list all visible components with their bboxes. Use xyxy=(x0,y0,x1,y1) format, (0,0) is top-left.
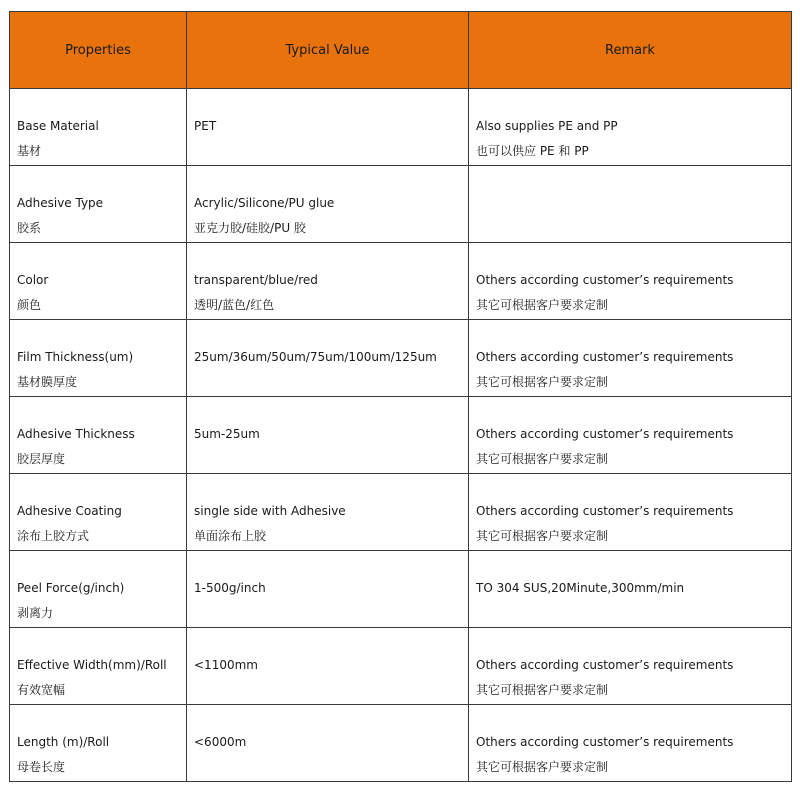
english-text: 1-500g/inch xyxy=(194,581,266,595)
typical-value-cell xyxy=(187,474,469,551)
table-row xyxy=(10,243,792,320)
english-text: <1100mm xyxy=(194,658,258,672)
remark-cell xyxy=(469,243,792,320)
english-text: Others according customer’s requirements xyxy=(476,658,734,672)
typical-value-cell xyxy=(187,705,469,782)
english-text: PET xyxy=(194,119,217,133)
chinese-text: 其它可根据客户要求定制 xyxy=(476,375,609,389)
remark-cell xyxy=(469,551,792,628)
chinese-text: 基材膜厚度 xyxy=(17,375,78,389)
remark-cell xyxy=(469,397,792,474)
english-text: single side with Adhesive xyxy=(194,504,346,518)
chinese-text: 单面涂布上胶 xyxy=(194,529,267,543)
spec-table xyxy=(9,11,792,782)
table-row xyxy=(10,628,792,705)
chinese-text: 其它可根据客户要求定制 xyxy=(476,760,609,774)
header-remark: Remark xyxy=(469,12,792,89)
english-text: 25um/36um/50um/75um/100um/125um xyxy=(194,350,437,364)
table-row xyxy=(10,551,792,628)
english-text: Effective Width(mm)/Roll xyxy=(17,658,167,672)
english-text: Others according customer’s requirements xyxy=(476,735,734,749)
typical-value-cell xyxy=(187,166,469,243)
english-text: Film Thickness(um) xyxy=(17,350,134,364)
typical-value-cell xyxy=(187,551,469,628)
remark-cell xyxy=(469,320,792,397)
english-text: Others according customer’s requirements xyxy=(476,350,734,364)
table-row xyxy=(10,89,792,166)
property-cell xyxy=(10,628,187,705)
chinese-text: 颜色 xyxy=(17,298,42,312)
english-text: Also supplies PE and PP xyxy=(476,119,618,133)
remark-cell xyxy=(469,628,792,705)
typical-value-cell xyxy=(187,89,469,166)
property-cell xyxy=(10,474,187,551)
english-text: Adhesive Type xyxy=(17,196,104,210)
table-body xyxy=(10,89,792,782)
chinese-text: 亚克力胶/硅胶/PU 胶 xyxy=(194,221,306,235)
property-cell xyxy=(10,551,187,628)
english-text: Color xyxy=(17,273,49,287)
chinese-text: 其它可根据客户要求定制 xyxy=(476,298,609,312)
english-text: Adhesive Coating xyxy=(17,504,122,518)
typical-value-cell xyxy=(187,243,469,320)
english-text: Base Material xyxy=(17,119,99,133)
english-text: TO 304 SUS,20Minute,300mm/min xyxy=(476,581,685,595)
english-text: Peel Force(g/inch) xyxy=(17,581,125,595)
english-text: <6000m xyxy=(194,735,247,749)
chinese-text: 其它可根据客户要求定制 xyxy=(476,529,609,543)
english-text: Length (m)/Roll xyxy=(17,735,110,749)
typical-value-cell xyxy=(187,628,469,705)
table-row xyxy=(10,397,792,474)
remark-cell xyxy=(469,166,792,243)
chinese-text: 其它可根据客户要求定制 xyxy=(476,683,609,697)
property-cell xyxy=(10,166,187,243)
typical-value-cell xyxy=(187,397,469,474)
chinese-text: 涂布上胶方式 xyxy=(17,529,90,543)
chinese-text: 剥离力 xyxy=(17,606,54,620)
property-cell xyxy=(10,320,187,397)
property-cell xyxy=(10,397,187,474)
english-text: Others according customer’s requirements xyxy=(476,504,734,518)
property-cell xyxy=(10,243,187,320)
chinese-text: 其它可根据客户要求定制 xyxy=(476,452,609,466)
header-properties: Properties xyxy=(10,12,187,89)
property-cell xyxy=(10,705,187,782)
table-row xyxy=(10,474,792,551)
english-text: Acrylic/Silicone/PU glue xyxy=(194,196,335,210)
chinese-text: 胶系 xyxy=(17,221,42,235)
table-row xyxy=(10,705,792,782)
chinese-text: 母卷长度 xyxy=(17,760,66,774)
english-text: Others according customer’s requirements xyxy=(476,427,734,441)
chinese-text: 有效宽幅 xyxy=(17,683,66,697)
typical-value-cell xyxy=(187,320,469,397)
remark-cell xyxy=(469,89,792,166)
english-text: Others according customer’s requirements xyxy=(476,273,734,287)
chinese-text: 也可以供应 PE 和 PP xyxy=(476,144,589,158)
property-cell xyxy=(10,89,187,166)
table-header xyxy=(10,12,792,89)
remark-cell xyxy=(469,474,792,551)
chinese-text: 胶层厚度 xyxy=(17,452,66,466)
header-typical-value: Typical Value xyxy=(187,12,469,89)
english-text: transparent/blue/red xyxy=(194,273,318,287)
english-text: Adhesive Thickness xyxy=(17,427,135,441)
remark-cell xyxy=(469,705,792,782)
chinese-text: 基材 xyxy=(17,144,42,158)
english-text: 5um-25um xyxy=(194,427,260,441)
table-row xyxy=(10,320,792,397)
table-row xyxy=(10,166,792,243)
header-row xyxy=(10,12,792,89)
chinese-text: 透明/蓝色/红色 xyxy=(194,298,275,312)
